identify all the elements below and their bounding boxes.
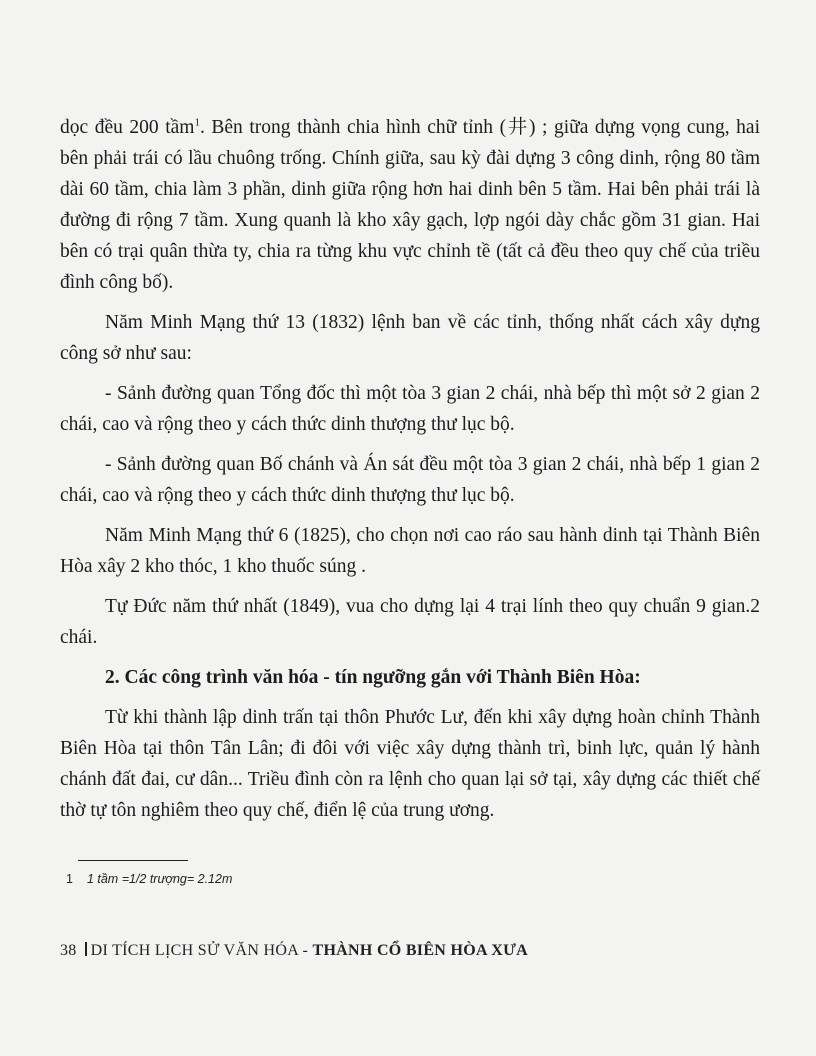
paragraph: Tự Đức năm thứ nhất (1849), vua cho dựng lại 4 trại lính theo quy chuẩn 9 gian.2 chái. — [60, 596, 760, 648]
paragraph-list-item: - Sảnh đường quan Tổng đốc thì một tòa 3 gian 2 chái, nhà bếp thì một sở 2 gian 2 chái, cao và rộng theo y cách thức dinh thượng thư lục bộ. — [60, 383, 760, 435]
paragraph: Năm Minh Mạng thứ 13 (1832) lệnh ban về các tỉnh, thống nhất cách xây dựng công sở như sau: — [60, 312, 760, 364]
footnote-divider — [78, 860, 188, 861]
section-heading: 2. Các công trình văn hóa - tín ngưỡng gắn với Thành Biên Hòa: — [105, 667, 641, 688]
paragraph-list-item: - Sảnh đường quan Bố chánh và Án sát đều một tòa 3 gian 2 chái, nhà bếp 1 gian 2 chái, cao và rộng theo y cách thức dinh thượng thư lục bộ. — [60, 454, 760, 506]
footer-book-subtitle: THÀNH CỔ BIÊN HÒA XƯA — [312, 942, 528, 959]
footnote-text: 1 tầm =1/2 trượng= 2.12m — [86, 872, 233, 886]
footnote-number: 1 — [66, 872, 73, 886]
paragraph: Năm Minh Mạng thứ 6 (1825), cho chọn nơi cao ráo sau hành dinh tại Thành Biên Hòa xây 2 kho thóc, 1 kho thuốc súng . — [60, 525, 760, 577]
running-footer — [60, 942, 528, 960]
footnote-reference: 1 — [194, 116, 200, 129]
footer-book-title: DI TÍCH LỊCH SỬ VĂN HÓA - — [90, 942, 313, 959]
body-text — [60, 112, 760, 835]
page-number: 38 — [60, 942, 77, 959]
footer-divider — [85, 942, 87, 956]
footnote — [66, 872, 232, 886]
paragraph-continued: dọc đều 200 tầm$^1$. Bên trong thành chia hình chữ tỉnh (井) ; giữa dựng vọng cung, hai bên phải trái có lầu chuông trống. Chính giữa, sau kỳ đài dựng 3 công dinh, rộng 80 tầm dài 60 tầm, chia làm 3 phần, dinh giữa rộng hơn hai dinh bên 5 tầm. Hai bên phải trái là đường đi rộng 7 tầm. Xung quanh là kho xây gạch, lợp ngói dày chắc gồm 31 gian. Hai bên có trại quân thừa ty, chia ra từng khu vực chỉnh tề (tất cả đều theo quy chế của triều đình công bố). — [60, 116, 760, 293]
paragraph: Từ khi thành lập dinh trấn tại thôn Phước Lư, đến khi xây dựng hoàn chỉnh Thành Biên Hòa tại thôn Tân Lân; đi đôi với việc xây dựng thành trì, binh lực, quản lý hành chánh đất đai, cư dân... Triều đình còn ra lệnh cho quan lại sở tại, xây dựng các thiết chế thờ tự tôn nghiêm theo quy chế, điển lệ của trung ương. — [60, 707, 760, 821]
